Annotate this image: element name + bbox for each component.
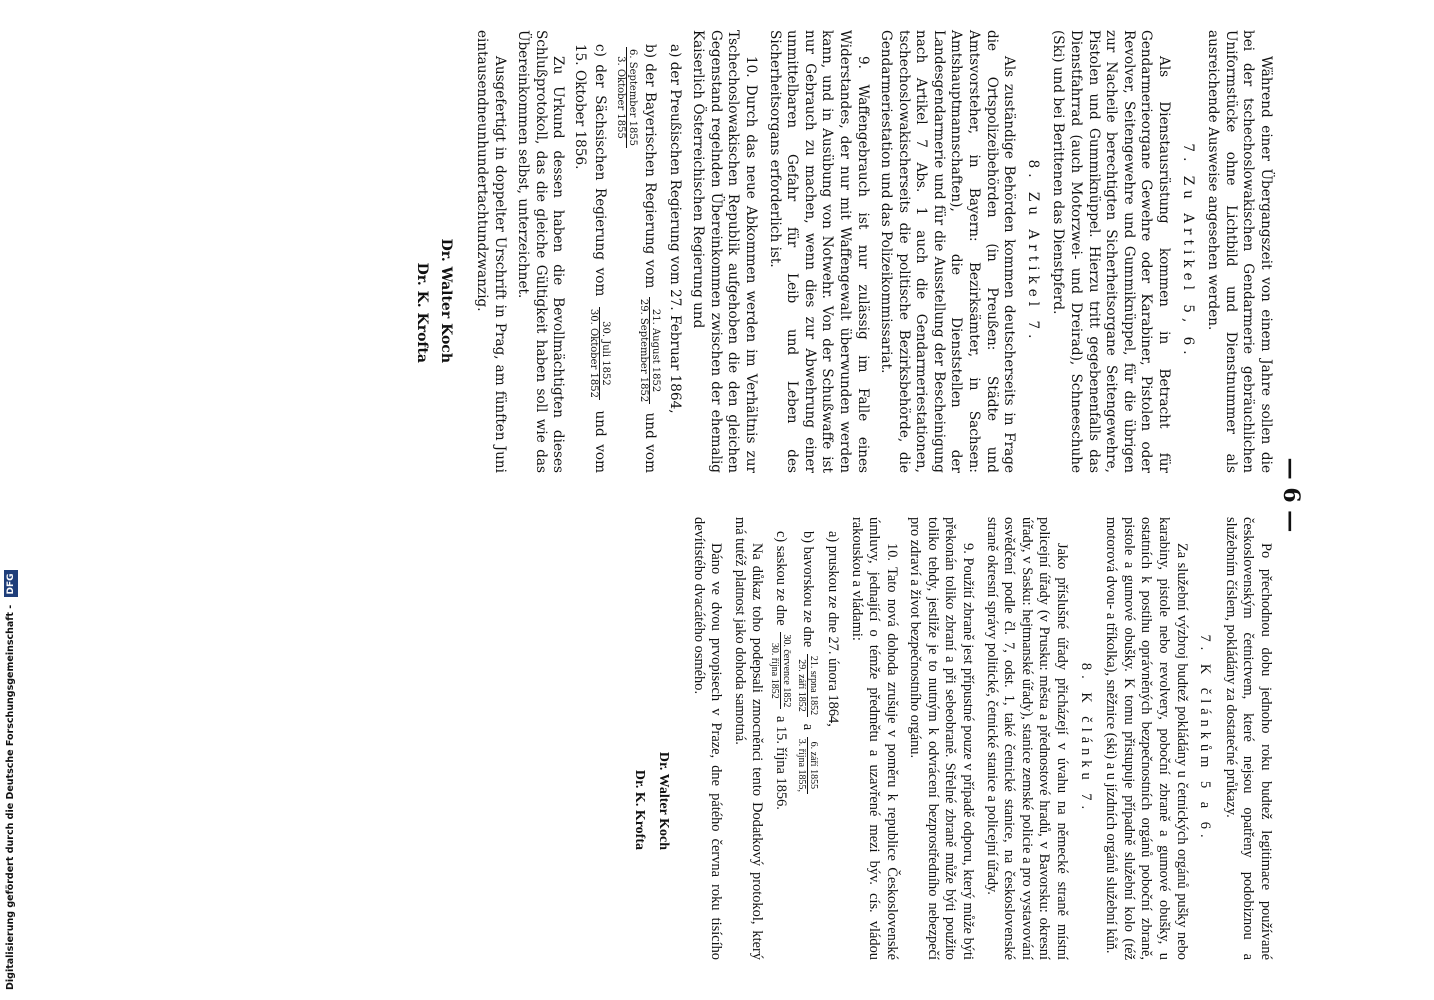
german-item-c-date bbox=[588, 307, 611, 400]
czech-item-b-date2 bbox=[796, 737, 819, 794]
german-item-b-date2-num: 6. September 1855 bbox=[627, 49, 638, 147]
german-closing: Zu Urkund dessen haben die Bevollmächtigten dieses Schlußprotokoll, das die gleiche Gültigkeit haben soll wie das Übereinkommen selbst, unterzeichnet. bbox=[515, 30, 567, 473]
czech-done-at: Dáno ve dvou prvopisech v Praze, dne pátého června roku tisícího devítistého dvacátého osmého. bbox=[690, 517, 725, 960]
german-item-b-date2-den: 3. Oktober 1855 bbox=[615, 56, 626, 139]
czech-closing: Na důkaz toho podepsali zmocněnci tento Dodatkový protokol, který má tutéž platnost jako dohoda samotná. bbox=[731, 517, 766, 960]
czech-p9: 9. Použití zbraně jest přípustné pouze v případě odporu, který může býti překonán toliko zbraní a při sebeobraně. Střelné zbraně může býti použito toliko tehdy, jestliže je to nutným k odvrácení bezprostředního nebezpečí pro zdraví a život bezpečnostního orgánu. bbox=[907, 517, 977, 960]
czech-item-c-date bbox=[769, 632, 792, 709]
german-signatures bbox=[410, 30, 458, 473]
czech-item-c-post: a 15. října 1856. bbox=[773, 715, 790, 810]
czech-item-b-date2-num: 6. září 1855 bbox=[807, 737, 819, 794]
dfg-logo: DFG bbox=[4, 570, 18, 597]
german-art7-heading: 8. Zu Artikel 7. bbox=[1024, 159, 1041, 344]
czech-item-b-date2-den: 3. října 1855, bbox=[796, 738, 808, 793]
german-item-c-pre: c) der Sächsischen Regierung vom bbox=[592, 44, 608, 297]
german-item-b-date1-num: 21. August 1852 bbox=[649, 297, 661, 404]
german-p9: 9. Waffengebrauch ist nur zulässig im Falle eines Widerstandes, der nur mit Waffengewalt überwunden werden kann, und in Ausübung von Notwehr. Von der Schußwaffe ist nur Gebrauch zu machen, wenn dies zur Abwehrung einer unmittelbaren Gefahr für Leib und Leben des Sicherheitsorgans erforderlich ist. bbox=[766, 30, 871, 473]
czech-item-c-date-den: 30. října 1852 bbox=[769, 642, 781, 699]
german-item-b-date1 bbox=[638, 297, 661, 404]
german-p10: 10. Durch das neue Abkommen werden im Verhältnis zur Tschechoslowakischen Republik aufgehoben die den gleichen Gegenstand regelnden Übereinkommen zwischen der ehemalig Kaiserlich Österreichischen Regierung und bbox=[690, 30, 759, 473]
czech-item-b-pre: b) bavorskou ze dne bbox=[800, 531, 817, 648]
czech-art56-text: Za služební výzbroj budtež pokládány u četnických orgánů pušky nebo karabiny, pistole nebo revolvery, poboční zbraně a gumové obušky, u ostatních k postihu oprávněných bezpečnostních orgánů poboční zbraně, pistole a gumové obušky. K tomu přistupuje případně služební kolo (též motorová dvou- a tříkolka), sněžnice (ski) a u jízdních orgánů služební kůň. bbox=[1103, 517, 1190, 960]
czech-item-a: a) pruskou ze dne 27. února 1864, bbox=[824, 531, 841, 727]
german-done-at: Ausgefertigt in doppelter Urschrift in Prag, am fünften Juni eintausendneunhundertachtundzwanzig. bbox=[474, 30, 508, 473]
czech-art7-text: Jako příslušné úřady přicházejí v úvahu na německé straně místní policejní úřady (v Prusku: města a přednostové hradů, v Bavorsku: okresní úřady, v Sasku: hejtmanské úřady), stanice zemské policie a pro vystavování osvědčení podle čl. 7, odst. 1, také četnické stanice, na československé straně okresní správy politické, četnické stanice a policejní úřady. bbox=[983, 517, 1071, 960]
page-number: — 6 — bbox=[1278, 457, 1304, 533]
german-art7-text: Als zuständige Behörden kommen deutscherseits in Frage die Ortspolizeibehörden (in Preußen: Städte und Amtsvorsteher, in Bayern: Bezirksämter, in Sachsen: Amtshauptmannschaften), die Dienststellen der Landesgendarmerie und für die Ausstellung der Bescheinigung nach Artikel 7 Abs. 1 auch die Gendarmeriestationen, tschechoslowakischerseits die politische Bezirksbehörde, die Gendarmeriestation und das Polizeikommissariat. bbox=[878, 30, 1018, 473]
czech-item-b-date1 bbox=[796, 654, 819, 717]
czech-column bbox=[410, 517, 1274, 960]
german-signature-krofta: Dr. K. Krofta bbox=[414, 262, 431, 363]
german-item-b-mid: und vom bbox=[642, 412, 658, 473]
german-item-b bbox=[615, 44, 661, 473]
czech-intro: Po přechodnou dobu jednoho roku budtež legitimace používané československým četnictvem, které nejsou opatřeny podobiznou a služebním číslem, pokládány za dostatečné průkazy. bbox=[1222, 517, 1274, 960]
german-intro: Während einer Übergangszeit von einem Jahre sollen die bei der tschechoslowakischen Gendarmerie gebräuchlichen Uniformstücke ohne Lichtbild und Dienstnummer als ausreichende Ausweise angesehen werden. bbox=[1205, 30, 1274, 473]
german-art56-heading: 7. Zu Artikel 5, 6. bbox=[1179, 143, 1196, 360]
german-item-a: a) der Preußischen Regierung vom 27. Februar 1864, bbox=[666, 44, 683, 414]
czech-p10: 10. Tato nová dohoda zrušuje v poměru k republice Československé úmluvy, jednající o témže předmětu a uzavřené mezi býv. cís. vládou rakouskou a vládami: bbox=[848, 517, 900, 960]
czech-signatures bbox=[627, 517, 675, 960]
german-item-b-date1-den: 29. September 1852 bbox=[638, 298, 649, 403]
german-item-c-date-den: 30. Oktober 1852 bbox=[588, 308, 599, 398]
digitization-footer-text: Digitalisierung gefördert durch die Deutsche Forschungsgemeinschaft - bbox=[5, 604, 16, 990]
czech-item-b bbox=[796, 531, 819, 960]
czech-item-b-date1-den: 29. září 1852 bbox=[796, 659, 808, 712]
czech-item-b-date1-num: 21. srpna 1852 bbox=[808, 655, 820, 716]
czech-art56-heading: 7. K článkům 5 a 6. bbox=[1197, 634, 1214, 843]
czech-art7-heading: 8. K článku 7. bbox=[1077, 662, 1094, 815]
german-column bbox=[410, 30, 1274, 473]
czech-item-b-mid: a bbox=[800, 723, 817, 731]
czech-signature-krofta: Dr. K. Krofta bbox=[631, 769, 647, 850]
german-art56-text: Als Dienstausrüstung kommen in Betracht für Gendarmerieorgane Gewehre oder Karabiner, Pistolen oder Revolver, Seitengewehre und Gummiknüppel, für die übrigen zur Nacheile berechtigten Sicherheitsorgane Seitengewehre, Pistolen und Gummiknüppel. Hierzu tritt gegebenenfalls das Dienstfahrrad (auch Motorzwei- und Dreirad), Schneeschuhe (Ski) und bei Berittenen das Dienstpferd. bbox=[1050, 30, 1173, 473]
digitization-footer bbox=[4, 573, 18, 990]
german-item-c bbox=[570, 44, 611, 473]
czech-item-c bbox=[769, 531, 792, 960]
czech-item-c-pre: c) saskou ze dne bbox=[773, 531, 790, 626]
german-item-b-date2 bbox=[615, 47, 638, 148]
german-item-c-date-num: 30. Juli 1852 bbox=[599, 307, 611, 400]
german-item-c-post: und vom 15. Oktober 1856. bbox=[572, 44, 608, 474]
german-signature-koch: Dr. Walter Koch bbox=[438, 238, 455, 363]
czech-signature-koch: Dr. Walter Koch bbox=[655, 751, 671, 850]
german-item-b-pre: b) der Bayerischen Regierung vom bbox=[642, 44, 658, 289]
czech-item-c-date-num: 30. července 1852 bbox=[781, 634, 793, 708]
